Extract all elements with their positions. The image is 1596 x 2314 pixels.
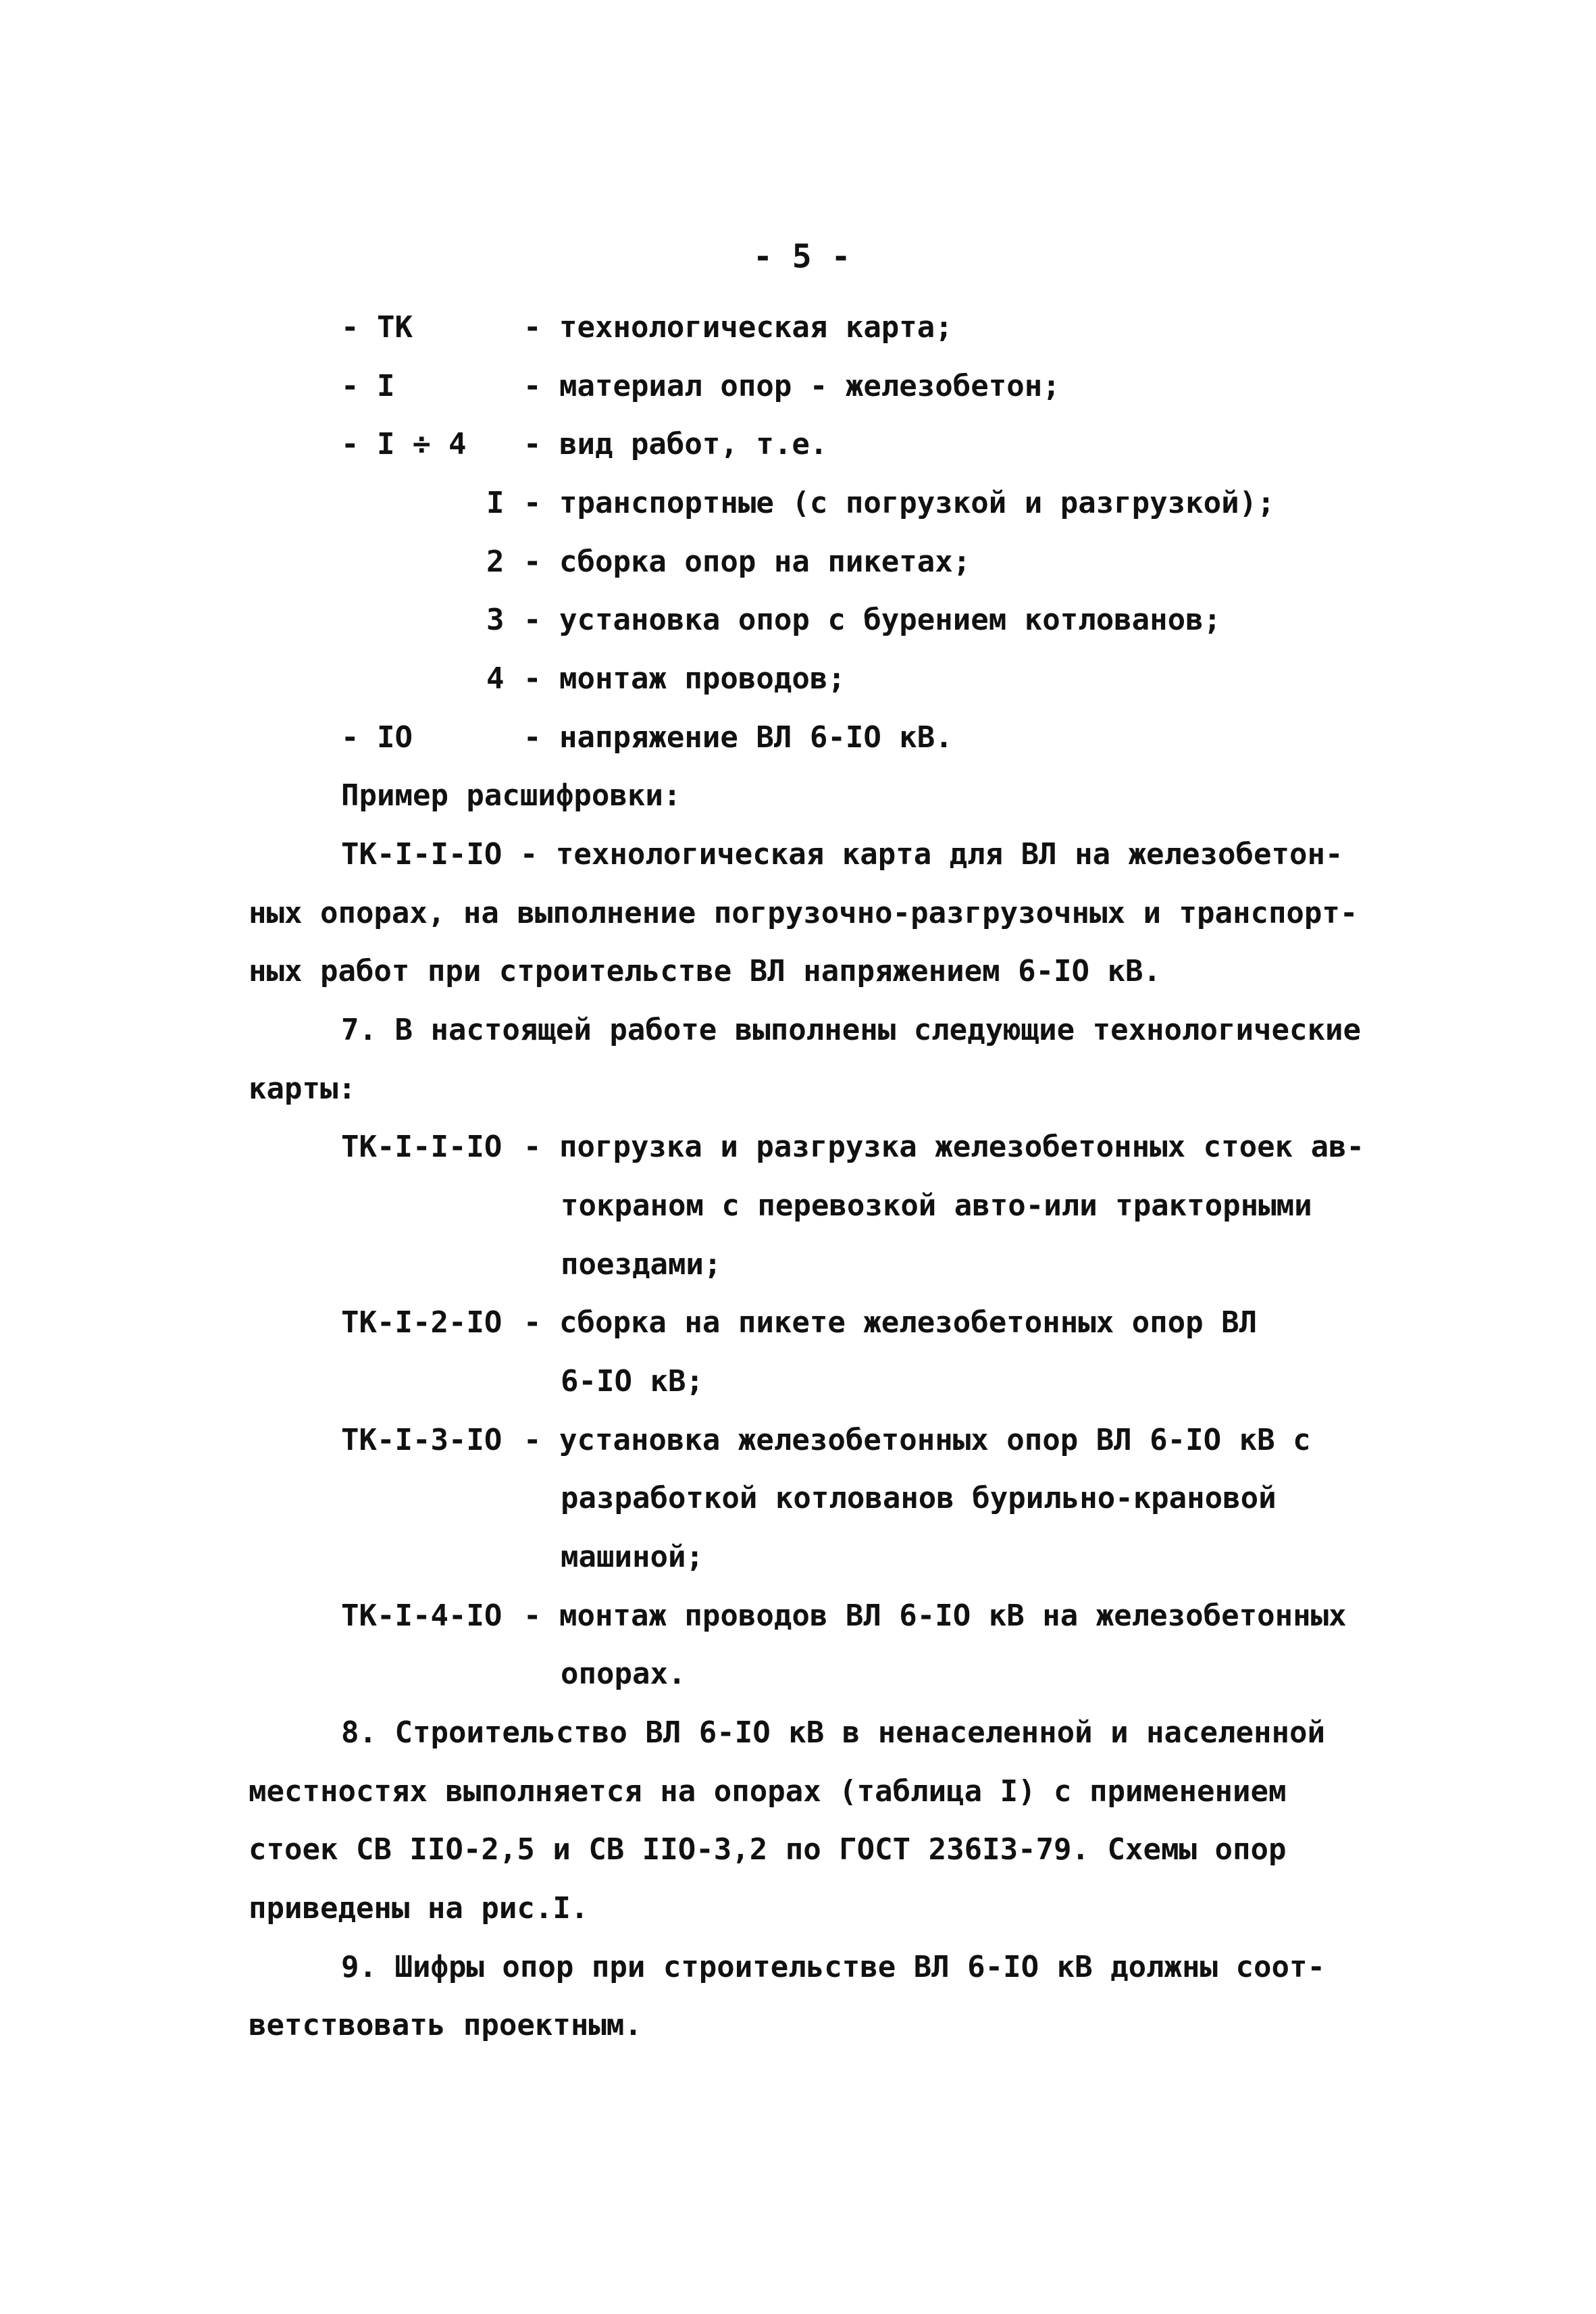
para7-line: карты: [249, 1072, 356, 1106]
map-desc-line: токраном с перевозкой авто-или тракторными [561, 1188, 1312, 1223]
para9-line: 9. Шифры опор при строительстве ВЛ 6-IO кВ должны соот- [341, 1950, 1325, 1984]
legend-term-material: - I [341, 369, 395, 403]
work-type-desc: - установка опор с бурением котлованов; [523, 603, 1222, 637]
map-desc-line: - сборка на пикете железобетонных опор ВЛ [523, 1305, 1258, 1340]
work-type-num: 2 [486, 545, 505, 579]
map-desc-line: - установка железобетонных опор ВЛ 6-IO кВ с [523, 1423, 1311, 1457]
map-code: ТК-I-2-IO [341, 1305, 503, 1340]
para9-line: ветствовать проектным. [249, 2008, 642, 2042]
work-type-num: 4 [486, 661, 505, 696]
map-code: ТК-I-3-IO [341, 1423, 503, 1457]
legend-desc-tk: - технологическая карта; [523, 310, 953, 345]
work-type-desc: - сборка опор на пикетах; [523, 545, 971, 579]
para8-line: 8. Строительство ВЛ 6-IO кВ в ненаселенной и населенной [341, 1715, 1325, 1750]
example-heading: Пример расшифровки: [341, 778, 681, 813]
map-code: ТК-I-4-IO [341, 1599, 503, 1633]
map-code: ТК-I-I-IO [341, 1130, 503, 1164]
map-desc-line: машиной; [561, 1540, 704, 1574]
legend-term-worktype: - I ÷ 4 [341, 427, 467, 461]
work-type-desc: - транспортные (с погрузкой и разгрузкой); [523, 486, 1275, 520]
work-type-num: 3 [486, 603, 505, 637]
para8-line: местностях выполняется на опорах (таблица I) с применением [249, 1774, 1287, 1809]
map-desc-line: - монтаж проводов ВЛ 6-IO кВ на железобетонных [523, 1599, 1347, 1633]
map-desc-line: - погрузка и разгрузка железобетонных стоек ав- [523, 1130, 1365, 1164]
work-type-num: I [486, 486, 505, 520]
example-line: ных опорах, на выполнение погрузочно-разгрузочных и транспорт- [249, 896, 1358, 930]
example-line: ТК-I-I-IO - технологическая карта для ВЛ на железобетон- [341, 837, 1343, 872]
legend-desc-voltage: - напряжение ВЛ 6-IO кВ. [523, 720, 953, 755]
work-type-desc: - монтаж проводов; [523, 661, 846, 696]
para7-line: 7. В настоящей работе выполнены следующие технологические [341, 1013, 1361, 1047]
map-desc-line: 6-IO кВ; [561, 1364, 704, 1399]
map-desc-line: поездами; [561, 1247, 722, 1282]
map-desc-line: разработкой котлованов бурильно-крановой [561, 1481, 1277, 1515]
legend-term-voltage: - IO [341, 720, 413, 755]
page-number: - 5 - [753, 238, 851, 276]
legend-desc-material: - материал опор - железобетон; [523, 369, 1060, 403]
legend-term-tk: - ТК [341, 310, 413, 345]
para8-line: стоек СВ IIO-2,5 и СВ IIO-3,2 по ГОСТ 236I3-79. Схемы опор [249, 1832, 1287, 1867]
map-desc-line: опорах. [561, 1657, 686, 1691]
legend-desc-worktype: - вид работ, т.е. [523, 427, 828, 461]
example-line: ных работ при строительстве ВЛ напряжением 6-IO кВ. [249, 954, 1162, 988]
para8-line: приведены на рис.I. [249, 1891, 589, 1926]
